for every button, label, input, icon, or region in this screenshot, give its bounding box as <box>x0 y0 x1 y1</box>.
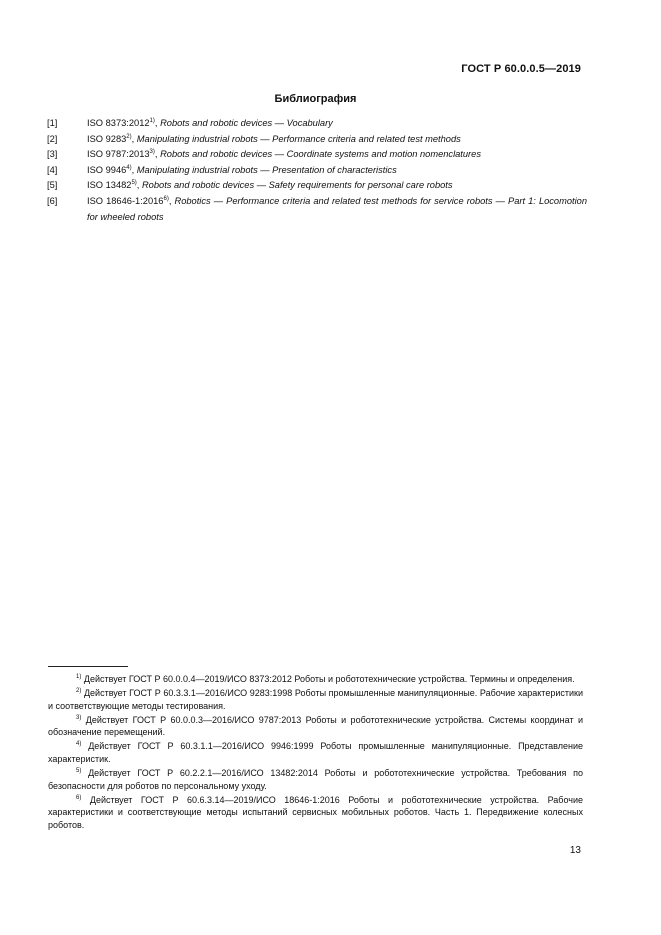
bibliography-list <box>47 116 587 225</box>
bibliography-item <box>47 147 587 163</box>
footnote-text: Действует ГОСТ Р 60.6.3.14—2019/ИСО 18646-1:2016 Роботы и робототехнические устройства. Рабочие характеристики и соответствующие методы испытаний сервисных мобильных роботов. Часть 1. Передвижение колесных роботов. <box>48 794 583 831</box>
footnote-marker: 4) <box>76 741 82 748</box>
footnote-text: Действует ГОСТ Р 60.3.1.1—2016/ИСО 9946:1999 Роботы промышленные манипуляционные. Представление характеристик. <box>48 741 583 765</box>
bibliography-item-number: [2] <box>47 133 58 144</box>
page-number: 13 <box>569 845 581 856</box>
standard-title: Robots and robotic devices — Vocabulary <box>160 118 333 128</box>
bibliography-item-text: ISO 9946$^{4)}$, Manipulating industrial robots — Presentation of characteristics <box>87 164 397 175</box>
bibliography-item <box>47 163 587 179</box>
bibliography-item <box>47 178 587 194</box>
standard-title: Manipulating industrial robots — Presentation of characteristics <box>136 164 397 175</box>
footnote-text: Действует ГОСТ Р 60.0.0.4—2019/ИСО 8373:2012 Роботы и робототехнические устройства. Термины и определения. <box>83 674 575 684</box>
standard-code: ISO 13482 <box>87 180 132 191</box>
standard-code: ISO 9946 <box>87 164 127 175</box>
footnote-marker: 3) <box>76 714 82 721</box>
footnote <box>48 673 583 686</box>
bibliography-item <box>47 116 587 132</box>
footnote-marker: 5) <box>76 768 82 775</box>
footnote-ref: 6) <box>163 195 169 202</box>
standard-title: Robots and robotic devices — Safety requirements for personal care robots <box>141 180 453 191</box>
footnote-marker: 6) <box>76 794 82 801</box>
standard-title: Manipulating industrial robots — Performance criteria and related test methods <box>136 133 461 144</box>
footnote-ref: 3) <box>149 149 155 156</box>
bibliography-item <box>47 194 587 225</box>
standard-code: ISO 9787:2013 <box>87 149 150 160</box>
bibliography-title: Библиография <box>274 93 357 105</box>
bibliography-item-number: [3] <box>47 149 58 160</box>
footnote <box>48 687 583 712</box>
bibliography-item <box>47 132 587 148</box>
standard-code: ISO 18646-1:2016 <box>87 195 164 206</box>
bibliography-item-number: [5] <box>47 180 58 191</box>
standard-title: Robotics — Performance criteria and related test methods for service robots — Part 1: Locomotion for wheeled robots <box>87 195 588 222</box>
footnote-marker: 2) <box>76 688 82 695</box>
footnote-ref: 5) <box>131 180 137 187</box>
footnote-text: Действует ГОСТ Р 60.3.3.1—2016/ИСО 9283:1998 Роботы промышленные манипуляционные. Рабочие характеристики и соответствующие методы тестирования. <box>48 688 583 711</box>
standard-title: Robots and robotic devices — Coordinate systems and motion nomenclatures <box>160 149 481 160</box>
bibliography-item-number: [6] <box>47 195 58 206</box>
standard-designation: ГОСТ Р 60.0.0.5—2019 <box>461 63 581 75</box>
footnote <box>48 740 583 765</box>
footnote-ref: 1) <box>149 118 155 124</box>
footnote-ref: 4) <box>126 164 132 171</box>
footnote-text: Действует ГОСТ Р 60.0.0.3—2016/ИСО 9787:2013 Роботы и робототехнические устройства. Системы координат и обозначение перемещений. <box>48 714 583 738</box>
footnote-separator <box>48 666 128 667</box>
standard-code: ISO 9283 <box>87 133 127 144</box>
footnote-ref: 2) <box>126 133 132 140</box>
footnote-marker: 1) <box>76 674 82 680</box>
footnote <box>48 767 583 792</box>
footnotes <box>48 673 583 833</box>
bibliography-item-text: ISO 18646-1:2016$^{6)}$, Robotics — Performance criteria and related test methods for service robots — Part 1: Locomotion for wheeled robots <box>87 195 588 222</box>
standard-code: ISO 8373:2012 <box>87 118 150 128</box>
footnote <box>48 794 583 832</box>
bibliography-item-number: [4] <box>47 164 58 175</box>
bibliography-item-text: ISO 8373:2012$^{1)}$, Robots and robotic devices — Vocabulary <box>87 118 333 128</box>
bibliography-item-text: ISO 9787:2013$^{3)}$, Robots and robotic devices — Coordinate systems and motion nomenclatures <box>87 149 481 160</box>
bibliography-item-text: ISO 9283$^{2)}$, Manipulating industrial robots — Performance criteria and related test methods <box>87 133 461 144</box>
bibliography-item-text: ISO 13482$^{5)}$, Robots and robotic devices — Safety requirements for personal care robots <box>87 180 453 191</box>
bibliography-item-number: [1] <box>47 118 58 128</box>
footnote-text: Действует ГОСТ Р 60.2.2.1—2016/ИСО 13482:2014 Роботы и робототехнические устройства. Требования по безопасности для роботов по персональному уходу. <box>48 768 583 791</box>
footnote <box>48 714 583 739</box>
